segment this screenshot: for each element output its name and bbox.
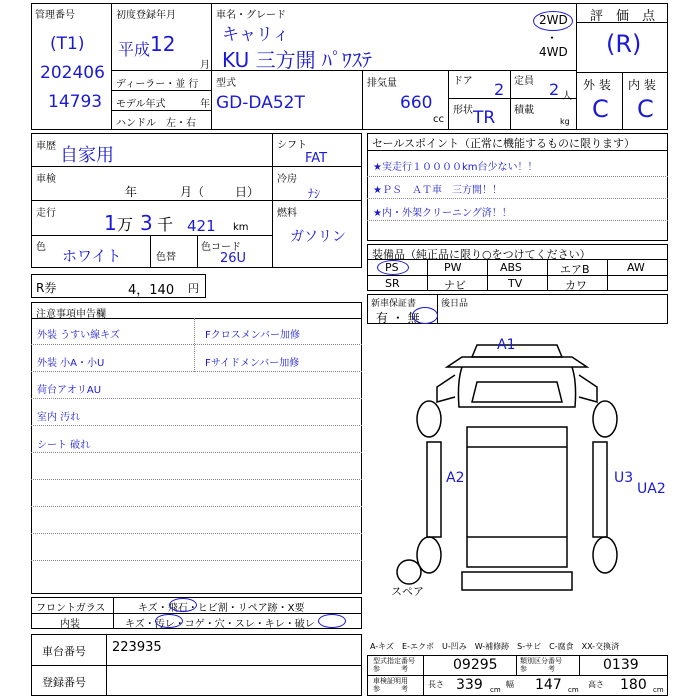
mileage-u1: 万 — [117, 215, 134, 234]
spec-width-value: 147 — [535, 677, 562, 693]
recycle-block — [31, 274, 206, 298]
spec-len-value: 339 — [456, 677, 483, 693]
car-diagram — [367, 327, 668, 595]
equip-r2-1: SR — [385, 277, 400, 290]
diag-mark-a1: A1 — [497, 337, 516, 353]
reg-era: 平成 — [118, 40, 151, 59]
chassis-value: 223935 — [112, 640, 162, 655]
recycle-value: 4，140 — [128, 283, 175, 298]
shift-value: FAT — [305, 151, 328, 166]
note-left-4: 室内 汚れ — [37, 412, 81, 423]
spec-len-label: 長さ — [428, 680, 444, 689]
disp-unit: cc — [433, 114, 444, 125]
note-right-2: Fサイドメンバー加修 — [205, 358, 300, 369]
equip-r1-1: PS — [385, 261, 399, 274]
history-value: 自家用 — [60, 145, 114, 166]
door-value: 2 — [494, 80, 505, 99]
type-label: 型式 — [216, 78, 236, 89]
mgmt-code2: 202406 — [40, 63, 105, 83]
glass-label: フロントガラス — [36, 603, 106, 614]
rating-int: C — [637, 95, 654, 123]
chassis-label: 車台番号 — [42, 645, 86, 658]
reg-month-unit: 月 — [200, 60, 210, 71]
ac-label: 冷房 — [277, 174, 297, 185]
spec-width-cm: cm — [568, 686, 579, 694]
drive-2wd: 2WD — [539, 13, 568, 27]
equip-r1-5: AW — [627, 261, 645, 274]
model-year-label: モデル年式 — [116, 99, 166, 110]
notes-label: 注意事項申告欄 — [36, 309, 106, 320]
color-change-label: 色替 — [156, 252, 176, 263]
warranty-label: 新車保証書 — [371, 299, 417, 309]
diag-mark-ua2: UA2 — [637, 481, 666, 497]
regnum-label: 登録番号 — [42, 676, 86, 689]
shaken-label: 車検 — [36, 174, 56, 185]
name-line2: KU 三方開 ﾊﾟﾜｽﾃ — [222, 48, 372, 72]
mgmt-label: 管理番号 — [35, 10, 75, 21]
ac-value: ﾅｼ — [308, 187, 321, 201]
drive-4wd: 4WD — [539, 45, 568, 59]
rating-value: (R) — [606, 30, 642, 58]
equip-r1-2: PW — [444, 261, 462, 274]
note-left-5: シート 破れ — [37, 440, 91, 451]
color-code: 26U — [220, 251, 247, 266]
note-left-2: 外装 小A・小U — [37, 358, 105, 369]
note-right-1: Fクロスメンバー加修 — [205, 330, 301, 341]
mgmt-code1: (T1) — [50, 34, 85, 54]
reg-year: 12 — [150, 32, 176, 56]
equip-r1-3: ABS — [500, 261, 522, 274]
disp-value: 660 — [400, 93, 433, 113]
shift-label: シフト — [277, 140, 307, 151]
shaken-month: 月（ — [180, 185, 205, 199]
color-label: 色 — [36, 242, 46, 253]
recycle-label: R券 — [36, 281, 57, 295]
spec-len-cm: cm — [490, 686, 501, 694]
warranty-circle — [412, 307, 438, 324]
equip-label: 装備品（純正品に限り○をつけてください） — [372, 248, 591, 261]
mileage-v2: 3 — [140, 211, 153, 235]
mileage-u2: 千 — [157, 215, 174, 234]
rating-ext: C — [592, 95, 609, 123]
capacity-label: 定員 — [514, 76, 534, 87]
interior-text: キズ・汚レ・コゲ・穴・スレ・キレ・破レ — [125, 619, 315, 630]
shape-value: TR — [473, 108, 496, 128]
sales-point-3: ★内・外架クリーニング済！！ — [373, 208, 512, 219]
handle-label: ハンドル 左・右 — [116, 118, 196, 129]
warranty-value: 有 ・ 無 — [376, 311, 420, 325]
name-label: 車名・グレード — [216, 10, 286, 21]
note-left-3: 荷台アオリAU — [37, 385, 102, 396]
note-left-1: 外装 うすい線キズ — [37, 330, 120, 341]
spec-height-cm: cm — [653, 686, 664, 694]
spec-height-value: 180 — [620, 677, 647, 693]
equip-r2-3: TV — [508, 277, 523, 290]
recycle-unit: 円 — [188, 282, 199, 295]
equip-r1-4: エアB — [560, 263, 590, 276]
glass-text: キズ・飛石・ヒビ割・リペア跡・X要 — [138, 603, 305, 614]
rating-int-label: 内 装 — [628, 78, 656, 92]
spec-model-value: 09295 — [453, 657, 498, 673]
rating-label: 評 価 点 — [590, 9, 656, 24]
color-value: ホワイト — [62, 247, 122, 265]
sales-point-1: ★実走行１００００km台少ない！！ — [373, 162, 538, 173]
disp-label: 排気量 — [367, 78, 397, 89]
spec-class-label: 類別区分番号 参 考 — [520, 657, 562, 673]
fuel-value: ガソリン — [290, 229, 346, 245]
diag-mark-u3: U3 — [614, 470, 634, 486]
mgmt-code3: 14793 — [48, 92, 103, 112]
spec-height-label: 高さ — [588, 680, 604, 689]
type-value: GD-DA52T — [216, 93, 305, 113]
spec-cert-label: 車検証明用 参 考 — [373, 677, 408, 693]
shaken-year: 年 — [125, 185, 138, 199]
name-line1: キャリィ — [222, 25, 290, 45]
interior-circle2 — [318, 614, 346, 628]
record-label: 後日品 — [441, 299, 469, 309]
glass-circle — [169, 598, 197, 612]
load-label: 積載 — [514, 105, 534, 116]
mileage-unit: km — [233, 222, 249, 233]
spec-model-label: 型式指定番号 参 考 — [373, 657, 415, 673]
capacity-unit: 人 — [562, 91, 572, 102]
sales-point-2: ★ＰＳ ＡＴ車 三方開！！ — [373, 185, 502, 196]
shape-label: 形状 — [453, 105, 473, 116]
mileage-v3: 421 — [187, 217, 216, 235]
legend: A-キズ E-エクボ U-凹み W-補修跡 S-サビ C-腐食 XX-交換済 — [370, 642, 620, 651]
door-label: ドア — [453, 76, 473, 87]
color-code-label: 色コード — [201, 242, 241, 253]
capacity-value: 2 — [549, 80, 560, 99]
equip-r2-2: ナビ — [444, 279, 466, 292]
spec-class-value: 0139 — [603, 657, 639, 673]
diag-mark-a2: A2 — [446, 470, 465, 486]
equip-r2-4: カワ — [565, 279, 587, 292]
load-unit: kg — [560, 117, 570, 126]
history-label: 車歴 — [36, 141, 56, 152]
rating-ext-label: 外 装 — [583, 78, 611, 92]
interior-circle1 — [155, 614, 183, 628]
sales-label: セールスポイント（正常に機能するものに限ります） — [372, 137, 636, 150]
reg-label: 初度登録年月 — [116, 10, 176, 21]
mileage-v1: 1 — [104, 211, 117, 235]
mileage-label: 走行 — [36, 208, 56, 219]
spare-label: スペア — [391, 585, 424, 598]
interior-label: 内装 — [60, 619, 80, 630]
model-year-unit: 年 — [200, 99, 210, 110]
spec-width-label: 幅 — [506, 680, 514, 689]
drive-sep: ・ — [546, 31, 559, 45]
fuel-label: 燃料 — [277, 208, 297, 219]
shaken-day: 日） — [235, 185, 260, 199]
dealer-label: ディーラー・並 行 — [116, 79, 199, 90]
